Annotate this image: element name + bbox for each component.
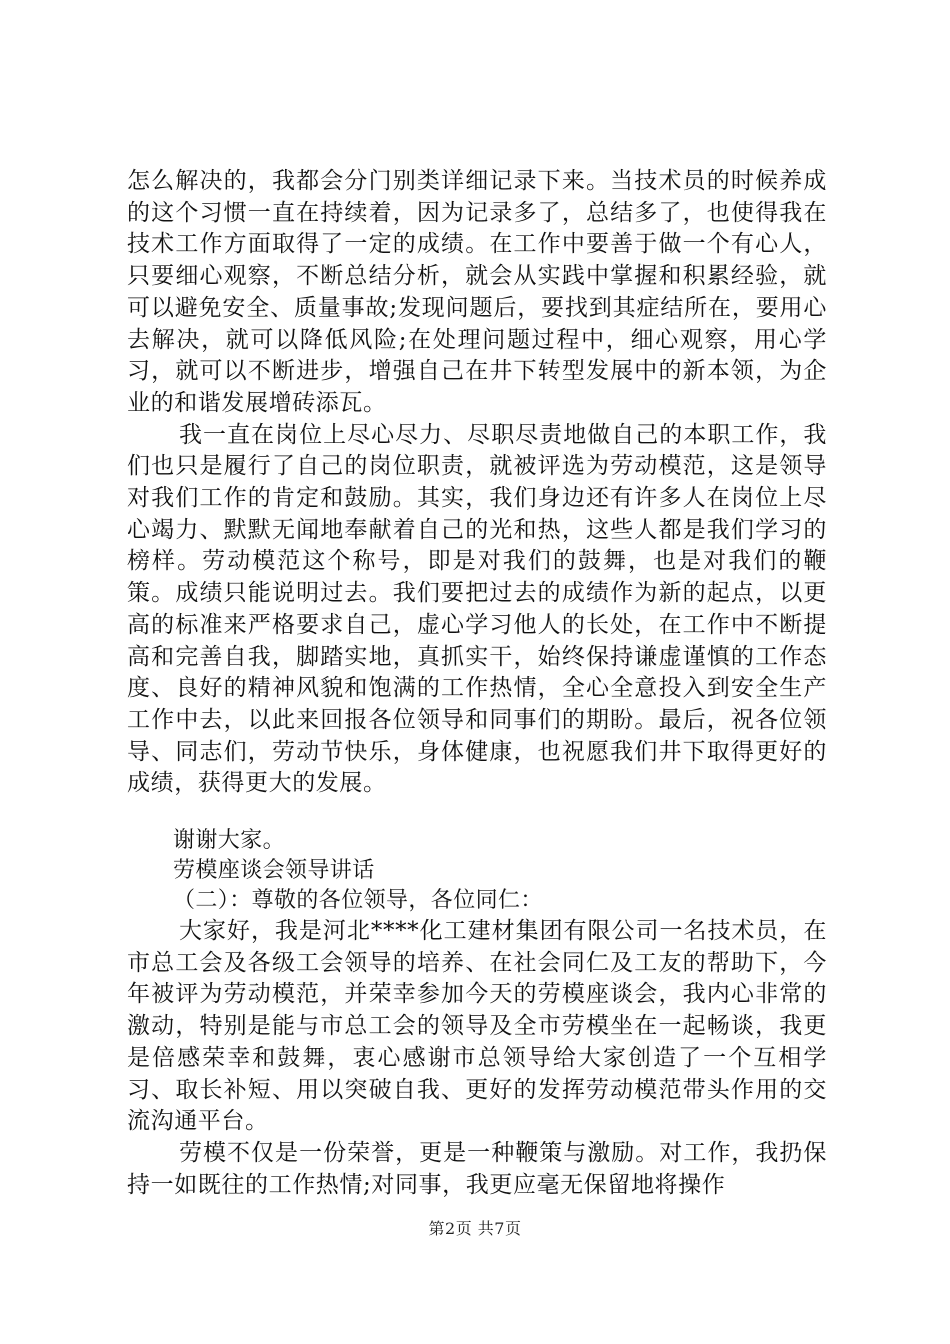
paragraph-4: 劳模不仅是一份荣誉，更是一种鞭策与激励。对工作，我扔保持一如既往的工作热情;对同事，我更应毫无保留地将操作 bbox=[127, 1139, 827, 1198]
salutation-line: （二）：尊敬的各位领导，各位同仁： bbox=[173, 888, 543, 914]
paragraph-1: 怎么解决的，我都会分门别类详细记录下来。当技术员的时候养成的这个习惯一直在持续着，因为记录多了，总结多了，也使得我在技术工作方面取得了一定的成绩。在工作中要善于做一个有心人，只要细心观察，不断总结分析，就会从实践中掌握和积累经验，就可以避免安全、质量事故;发现问题后，要找到其症结所在，要用心去解决，就可以降低风险;在处理问题过程中，细心观察，用心学习，就可以不断进步，增强自己在井下转型发展中的新本领，为企业的和谐发展增砖添瓦。 bbox=[127, 168, 827, 416]
page-number-footer: 第2页 共7页 bbox=[428, 1219, 522, 1238]
paragraph-2: 我一直在岗位上尽心尽力、尽职尽责地做自己的本职工作，我们也只是履行了自己的岗位职责，就被评选为劳动模范，这是领导对我们工作的肯定和鼓励。其实，我们身边还有许多人在岗位上尽心竭力、默默无闻地奉献着自己的光和热，这些人都是我们学习的榜样。劳动模范这个称号，即是对我们的鼓舞，也是对我们的鞭策。成绩只能说明过去。我们要把过去的成绩作为新的起点，以更高的标准来严格要求自己，虚心学习他人的长处，在工作中不断提高和完善自我，脚踏实地，真抓实干，始终保持谦虚谨慎的工作态度、良好的精神风貌和饱满的工作热情，全心全意投入到安全生产工作中去，以此来回报各位领导和同事们的期盼。最后，祝各位领导、同志们，劳动节快乐，身体健康，也祝愿我们井下取得更好的成绩，获得更大的发展。 bbox=[127, 421, 827, 797]
paragraph-3: 大家好，我是河北****化工建材集团有限公司一名技术员，在市总工会及各级工会领导的培养、在社会同仁及工友的帮助下，今年被评为劳动模范，并荣幸参加今天的劳模座谈会，我内心非常的激动，特别是能与市总工会的领导及全市劳模坐在一起畅谈，我更是倍感荣幸和鼓舞，衷心感谢市总领导给大家创造了一个互相学习、取长补短、用以突破自我、更好的发挥劳动模范带头作用的交流沟通平台。 bbox=[127, 918, 827, 1135]
thanks-line: 谢谢大家。 bbox=[173, 828, 286, 854]
section-title: 劳模座谈会领导讲话 bbox=[173, 858, 375, 884]
document-body bbox=[127, 166, 827, 1201]
